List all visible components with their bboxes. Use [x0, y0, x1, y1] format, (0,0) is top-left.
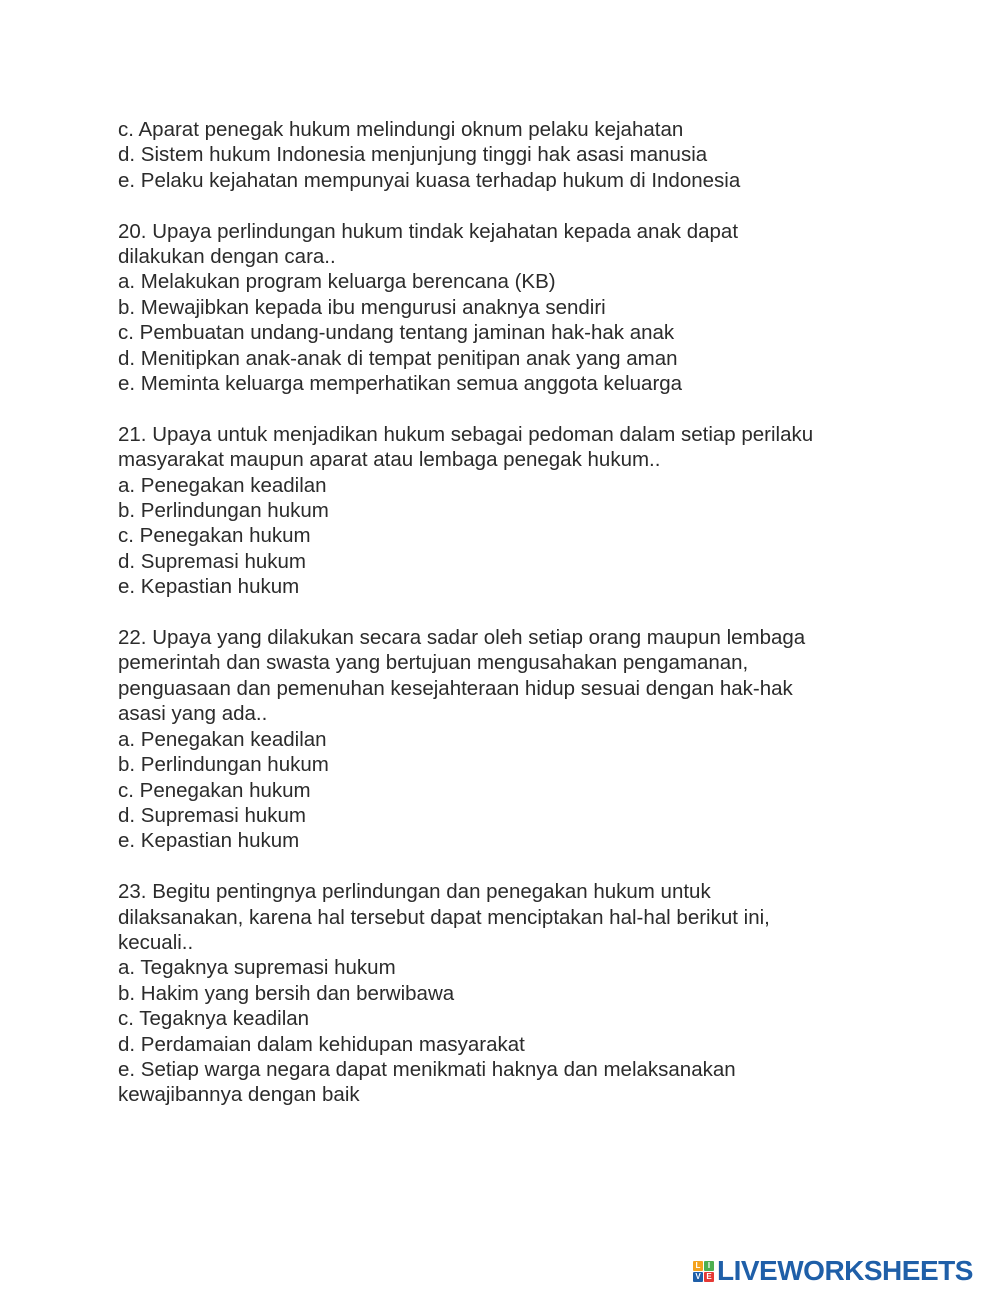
- mark-tile: E: [704, 1272, 714, 1282]
- option-e: e. Kepastian hukum: [118, 829, 300, 853]
- question-text: asasi yang ada..: [118, 702, 268, 726]
- spacer: [118, 854, 898, 879]
- question-text: 22. Upaya yang dilakukan secara sadar oleh setiap orang maupun lembaga: [118, 626, 806, 650]
- spacer: [118, 396, 898, 421]
- question-text: 23. Begitu pentingnya perlindungan dan penegakan hukum untuk: [118, 880, 711, 904]
- option-b: b. Perlindungan hukum: [118, 753, 329, 777]
- question-20: [118, 219, 898, 397]
- question-23: [118, 879, 898, 1108]
- option-e-continued: kewajibannya dengan baik: [118, 1083, 360, 1107]
- spacer: [118, 193, 898, 218]
- option-c: c. Aparat penegak hukum melindungi oknum pelaku kejahatan: [118, 118, 684, 141]
- worksheet-page: [118, 117, 898, 1108]
- question-19-tail: [118, 117, 898, 193]
- option-a: a. Melakukan program keluarga berencana (KB): [118, 270, 556, 294]
- option-d: d. Supremasi hukum: [118, 549, 307, 573]
- mark-tile: I: [704, 1261, 714, 1271]
- question-text: kecuali..: [118, 930, 194, 954]
- option-d: d. Sistem hukum Indonesia menjunjung tinggi hak asasi manusia: [118, 143, 708, 167]
- option-e: e. Pelaku kejahatan mempunyai kuasa terhadap hukum di Indonesia: [118, 168, 741, 192]
- mark-tile: L: [693, 1261, 703, 1271]
- option-c: c. Penegakan hukum: [118, 524, 311, 548]
- question-text: 21. Upaya untuk menjadikan hukum sebagai pedoman dalam setiap perilaku: [118, 422, 814, 446]
- option-e: e. Meminta keluarga memperhatikan semua anggota keluarga: [118, 372, 683, 396]
- option-b: b. Hakim yang bersih dan berwibawa: [118, 981, 455, 1005]
- question-text: masyarakat maupun aparat atau lembaga penegak hukum..: [118, 448, 661, 472]
- logo-text: LIVEWORKSHEETS: [717, 1255, 973, 1286]
- question-text: pemerintah dan swasta yang bertujuan mengusahakan pengamanan,: [118, 651, 749, 675]
- option-b: b. Perlindungan hukum: [118, 499, 329, 523]
- mark-tile: V: [693, 1272, 703, 1282]
- option-d: d. Perdamaian dalam kehidupan masyarakat: [118, 1032, 525, 1056]
- spacer: [118, 600, 898, 625]
- option-a: a. Tegaknya supremasi hukum: [118, 956, 396, 980]
- liveworksheets-logo: [693, 1256, 973, 1286]
- option-c: c. Tegaknya keadilan: [118, 1007, 310, 1031]
- option-c: c. Penegakan hukum: [118, 778, 311, 802]
- option-e: e. Setiap warga negara dapat menikmati haknya dan melaksanakan: [118, 1057, 736, 1081]
- question-text: dilakukan dengan cara..: [118, 245, 336, 269]
- option-b: b. Mewajibkan kepada ibu mengurusi anaknya sendiri: [118, 295, 606, 319]
- option-a: a. Penegakan keadilan: [118, 727, 327, 751]
- liveworksheets-mark-icon: [693, 1261, 714, 1282]
- option-d: d. Menitipkan anak-anak di tempat penitipan anak yang aman: [118, 346, 678, 370]
- question-text: 20. Upaya perlindungan hukum tindak kejahatan kepada anak dapat: [118, 219, 739, 243]
- option-e: e. Kepastian hukum: [118, 575, 300, 599]
- option-c: c. Pembuatan undang-undang tentang jaminan hak-hak anak: [118, 321, 675, 345]
- option-d: d. Supremasi hukum: [118, 803, 307, 827]
- question-22: [118, 625, 898, 854]
- question-21: [118, 422, 898, 600]
- question-text: penguasaan dan pemenuhan kesejahteraan hidup sesuai dengan hak-hak: [118, 676, 793, 700]
- question-text: dilaksanakan, karena hal tersebut dapat menciptakan hal-hal berikut ini,: [118, 905, 770, 929]
- option-a: a. Penegakan keadilan: [118, 473, 327, 497]
